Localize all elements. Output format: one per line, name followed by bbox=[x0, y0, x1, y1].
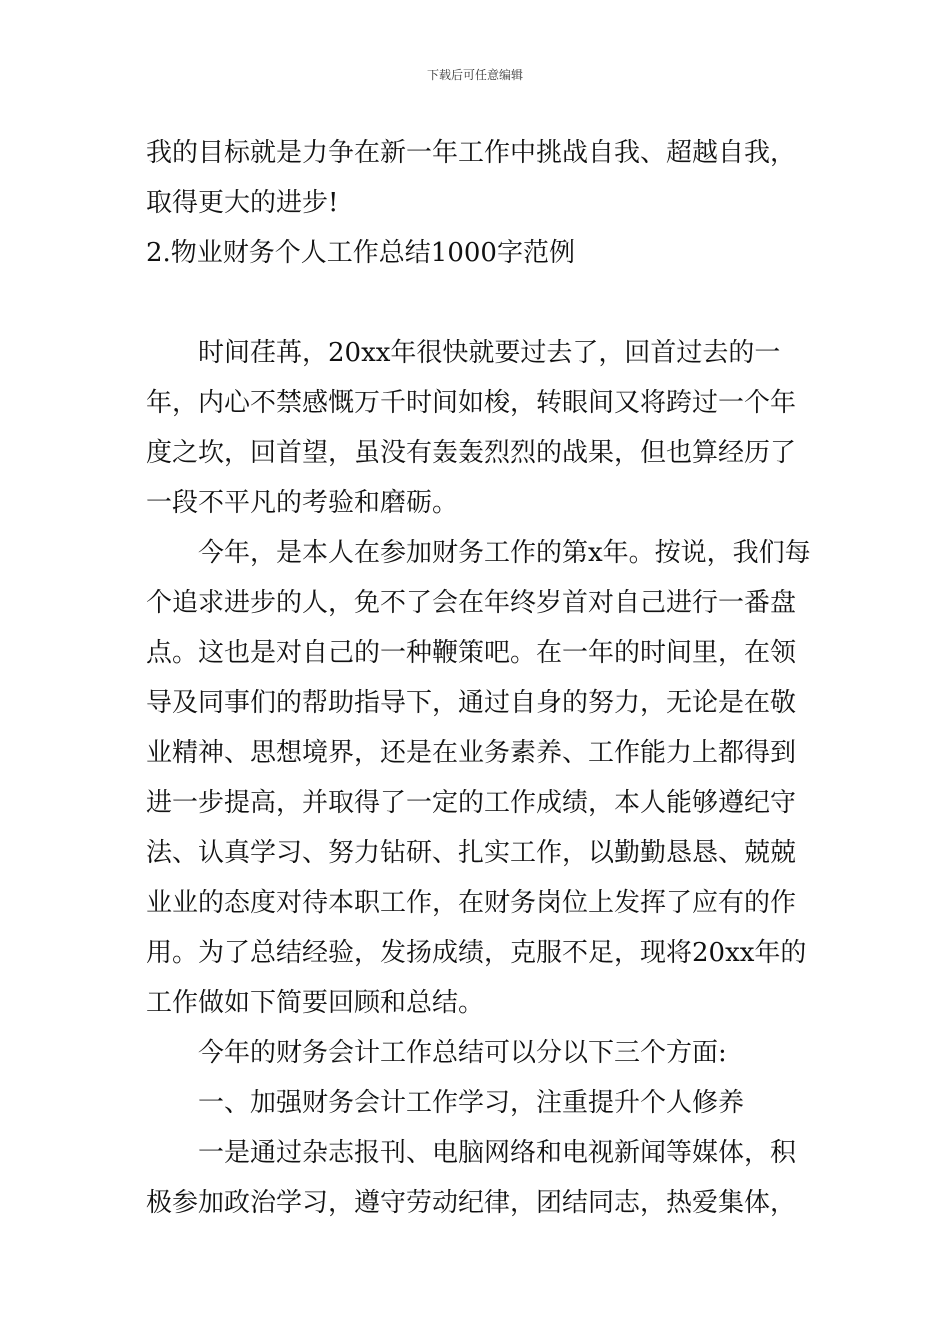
page-header: 下载后可任意编辑 bbox=[426, 68, 523, 82]
heading-part-one: 一、加强财务会计工作学习，注重提升个人修养 bbox=[198, 1088, 745, 1118]
paragraph-intro: 时间荏苒，20xx年很快就要过去了，回首过去的一年，内心不禁感慨万千时间如梭，转眼间又将跨过一个年度之坎，回首望，虽没有轰轰烈烈的战果，但也算经历了一段不平凡的考验和磨砺。 bbox=[146, 338, 797, 518]
paragraph-point-one: 一是通过杂志报刊、电脑网络和电视新闻等媒体，积极参加政治学习，遵守劳动纪律，团结同志，热爱集体， bbox=[146, 1138, 797, 1218]
paragraph-goal: 我的目标就是力争在新一年工作中挑战自我、超越自我，取得更大的进步! bbox=[146, 138, 797, 218]
blank-line bbox=[146, 278, 818, 328]
paragraph-this-year: 今年，是本人在参加财务工作的第x年。按说，我们每个追求进步的人，免不了会在年终岁首对自己进行一番盘点。这也是对自己的一种鞭策吧。在一年的时间里，在领导及同事们的帮助指导下，通过自身的努力，无论是在敬业精神、思想境界，还是在业务素养、工作能力上都得到进一步提高，并取得了一定的工作成绩，本人能够遵纪守法、认真学习、努力钻研、扎实工作，以勤勤恳恳、兢兢业业的态度对待本职工作，在财务岗位上发挥了应有的作用。为了总结经验，发扬成绩，克服不足，现将20xx年的工作做如下简要回顾和总结。 bbox=[146, 538, 811, 1018]
paragraph-summary-aspects: 今年的财务会计工作总结可以分以下三个方面: bbox=[198, 1038, 727, 1068]
document-body bbox=[146, 128, 818, 1228]
section-title: 2.物业财务个人工作总结1000字范例 bbox=[146, 238, 575, 268]
